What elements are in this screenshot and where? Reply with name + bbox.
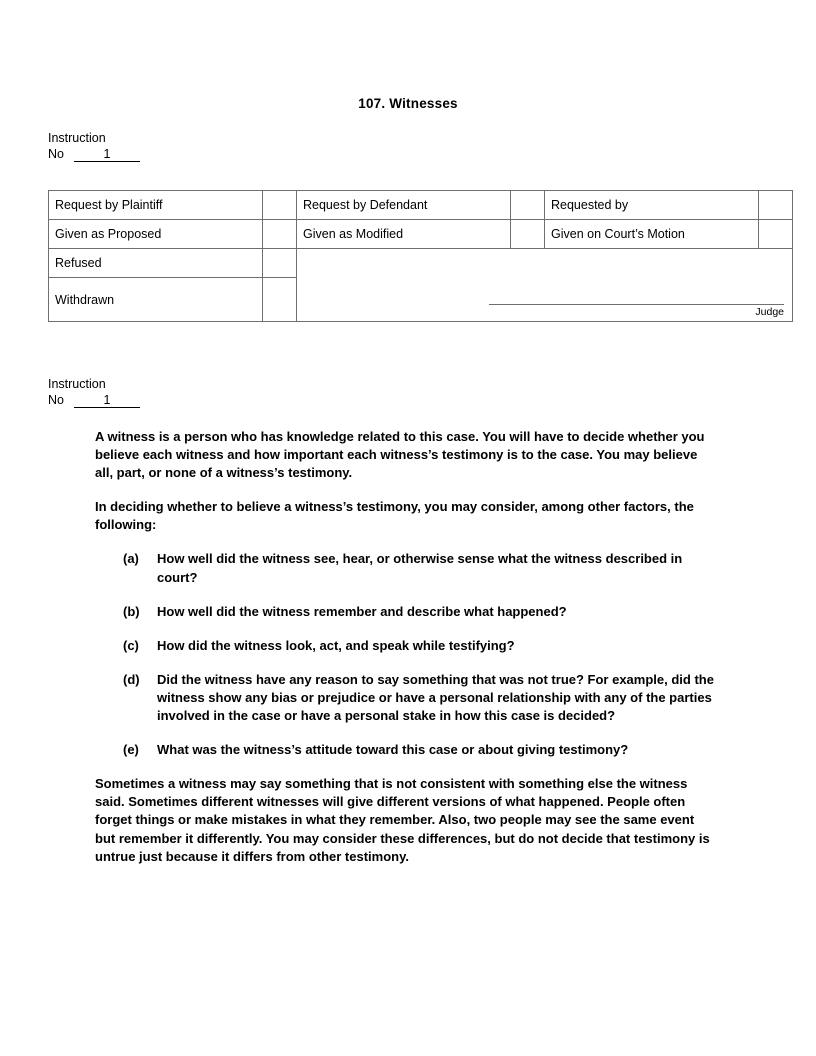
checkbox-request-by-plaintiff[interactable] <box>263 191 297 220</box>
list-item-text: How did the witness look, act, and speak while testifying? <box>157 637 515 653</box>
checkbox-request-by-defendant[interactable] <box>511 191 545 220</box>
cell-given-as-proposed: Given as Proposed <box>49 220 263 249</box>
cell-given-as-modified: Given as Modified <box>297 220 511 249</box>
judge-signature-label: Judge <box>755 306 784 318</box>
instruction-number-header-body <box>48 377 140 408</box>
instruction-number-header-top <box>48 131 140 162</box>
cell-refused: Refused <box>49 249 263 278</box>
list-marker: (d) <box>123 671 140 687</box>
list-marker: (e) <box>123 742 139 758</box>
table-row <box>49 220 793 249</box>
judge-signature-area <box>297 249 793 322</box>
instruction-label: Instruction <box>48 377 106 391</box>
checkbox-given-as-proposed[interactable] <box>263 220 297 249</box>
checkbox-given-as-modified[interactable] <box>511 220 545 249</box>
checkbox-requested-by[interactable] <box>759 191 793 220</box>
page-title: 107. Witnesses <box>358 96 458 111</box>
cell-given-on-courts-motion: Given on Court’s Motion <box>545 220 759 249</box>
disposition-table <box>48 190 793 322</box>
paragraph-2: In deciding whether to believe a witness’s testimony, you may consider, among other factors, the following: <box>95 499 694 533</box>
list-item-text: What was the witness’s attitude toward this case or about giving testimony? <box>157 742 629 758</box>
cell-withdrawn: Withdrawn <box>49 278 263 322</box>
instruction-body <box>95 428 715 866</box>
table-row <box>49 249 793 278</box>
list-item <box>95 637 715 655</box>
instruction-no-label: No <box>48 147 64 161</box>
checkbox-given-on-courts-motion[interactable] <box>759 220 793 249</box>
instruction-number-field[interactable]: 1 <box>74 393 140 408</box>
list-marker: (b) <box>123 603 140 619</box>
instruction-no-label: No <box>48 393 64 407</box>
checkbox-refused[interactable] <box>263 249 297 278</box>
instruction-number-field[interactable]: 1 <box>74 147 140 162</box>
cell-request-by-plaintiff: Request by Plaintiff <box>49 191 263 220</box>
list-item <box>95 550 715 586</box>
list-item <box>95 603 715 621</box>
checkbox-withdrawn[interactable] <box>263 278 297 322</box>
list-item-text: How well did the witness remember and describe what happened? <box>157 603 567 619</box>
list-item <box>95 741 715 759</box>
cell-request-by-defendant: Request by Defendant <box>297 191 511 220</box>
instruction-label: Instruction <box>48 131 106 145</box>
paragraph-1: A witness is a person who has knowledge related to this case. You will have to decide whether you believe each witness and how important each witness’s testimony is to the case. You may believe all, part, or none of a witness’s testimony. <box>95 429 705 481</box>
list-marker: (a) <box>123 551 139 567</box>
list-item <box>95 671 715 725</box>
table-row <box>49 191 793 220</box>
cell-requested-by: Requested by <box>545 191 759 220</box>
list-item-text: How well did the witness see, hear, or otherwise sense what the witness described in court? <box>157 551 683 585</box>
paragraph-3: Sometimes a witness may say something that is not consistent with something else the witness said. Sometimes different witnesses will give different versions of what happened. People often forget things or make mistakes in what they remember. Also, two people may see the same event but remember it differently. You may consider these differences, but do not decide that testimony is untrue just because it differs from other testimony. <box>95 776 710 864</box>
list-marker: (c) <box>123 637 139 653</box>
factors-list <box>95 550 715 759</box>
list-item-text: Did the witness have any reason to say something that was not true? For example, did the witness show any bias or prejudice or have a personal relationship with any of the parties involved in the case or have a personal stake in how this case is decided? <box>157 671 714 724</box>
